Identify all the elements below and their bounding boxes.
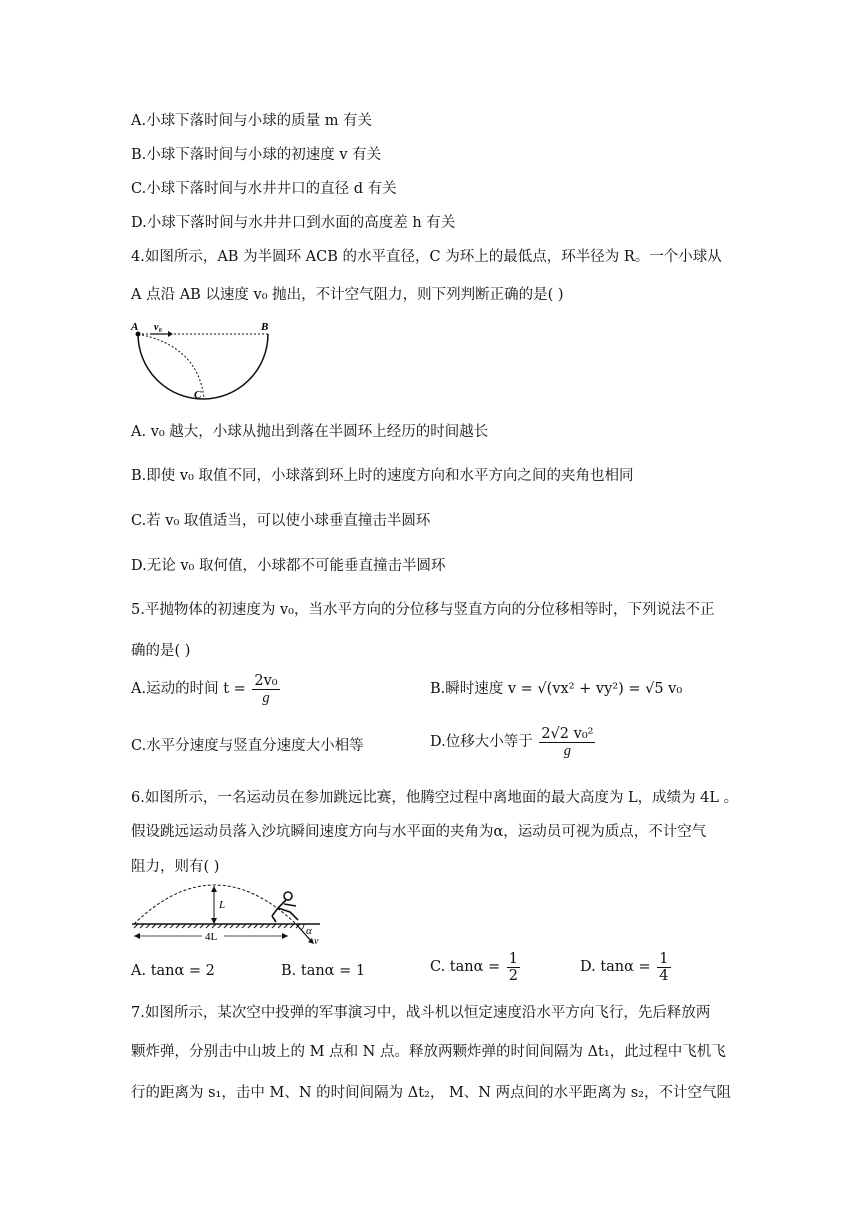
label-4l: 4L — [205, 931, 218, 943]
q4-stem-line2: A 点沿 AB 以速度 v₀ 抛出，不计空气阻力，则下列判断正确的是( ) — [131, 287, 564, 303]
q5-option-a — [131, 672, 282, 706]
q5-option-d — [430, 725, 597, 759]
label-b: B — [261, 321, 269, 333]
q4-option-c: C.若 v₀ 取值适当，可以使小球垂直撞击半圆环 — [131, 513, 431, 529]
q6-option-c-numerator: 1 — [508, 950, 519, 967]
label-alpha: α — [306, 925, 312, 937]
q5-option-a-denominator: g — [262, 689, 270, 706]
q6-stem-line1: 6.如图所示，一名运动员在参加跳远比赛，他腾空过程中离地面的最大高度为 L，成绩为 4L 。 — [131, 790, 739, 806]
q6-option-d-numerator: 1 — [659, 950, 669, 967]
q6-option-d-denominator: 4 — [659, 967, 669, 984]
q6-option-c-fraction — [507, 951, 520, 984]
q4-option-a: A. v₀ 越大，小球从抛出到落在半圆环上经历的时间越长 — [131, 424, 489, 440]
q6-option-d-label: D. tanα = — [580, 959, 651, 975]
q5-option-d-fraction — [539, 726, 595, 759]
q6-stem-line2: 假设跳远运动员落入沙坑瞬间速度方向与水平面的夹角为α，运动员可视为质点，不计空气 — [131, 824, 707, 840]
q4-stem-line1: 4.如图所示，AB 为半圆环 ACB 的水平直径，C 为环上的最低点，环半径为 R。一个小球从 — [131, 249, 722, 265]
q6-option-a: A. tanα = 2 — [131, 963, 215, 979]
q5-option-a-fraction — [252, 673, 279, 706]
q5-option-d-label: D.位移大小等于 — [430, 734, 533, 750]
q5-option-a-numerator: 2v₀ — [254, 672, 278, 689]
q3-option-b: B.小球下落时间与小球的初速度 v 有关 — [131, 147, 382, 163]
long-jump-figure — [128, 876, 324, 948]
label-c: C — [194, 389, 202, 401]
q6-option-d — [580, 950, 673, 984]
q6-option-c-denominator: 2 — [508, 967, 519, 984]
label-a: A — [131, 321, 139, 333]
q5-stem-line2: 确的是( ) — [131, 643, 191, 659]
q5-option-d-numerator: 2√2 v₀² — [541, 725, 594, 742]
q7-stem-line3: 行的距离为 s₁，击中 M、N 的时间间隔为 Δt₂， M、N 两点间的水平距离为 s₂，不计空气阻 — [131, 1085, 731, 1101]
q6-option-c — [430, 950, 522, 984]
q3-option-d: D.小球下落时间与水井井口到水面的高度差 h 有关 — [131, 215, 456, 231]
q5-stem-line1: 5.平抛物体的初速度为 v₀，当水平方向的分位移与竖直方向的分位移相等时，下列说法不正 — [131, 602, 715, 618]
q3-option-c: C.小球下落时间与水井井口的直径 d 有关 — [131, 181, 397, 197]
q6-option-c-label: C. tanα = — [430, 959, 501, 975]
q5-option-d-denominator: g — [563, 742, 572, 759]
q6-option-d-fraction — [657, 951, 670, 984]
semicircle-figure — [128, 318, 278, 404]
q3-option-a: A.小球下落时间与小球的质量 m 有关 — [131, 113, 373, 129]
q6-option-b: B. tanα = 1 — [281, 963, 366, 979]
q5-option-c: C.水平分速度与竖直分速度大小相等 — [131, 738, 364, 754]
q5-option-a-label: A.运动的时间 t = — [131, 681, 246, 697]
q7-stem-line2: 颗炸弹，分别击中山坡上的 M 点和 N 点。释放两颗炸弹的时间间隔为 Δt₁，此过程中飞机飞 — [131, 1044, 726, 1060]
q6-stem-line3: 阻力，则有( ) — [131, 859, 220, 875]
q4-option-b: B.即使 v₀ 取值不同，小球落到环上时的速度方向和水平方向之间的夹角也相同 — [131, 468, 634, 484]
q7-stem-line1: 7.如图所示，某次空中投弹的军事演习中，战斗机以恒定速度沿水平方向飞行，先后释放两 — [131, 1005, 711, 1021]
label-l: L — [219, 899, 226, 911]
q5-option-b: B.瞬时速度 v = √(vx² + vy²) = √5 v₀ — [430, 681, 683, 697]
label-v: v — [314, 936, 319, 947]
label-v0: v₀ — [154, 322, 162, 333]
q4-option-d: D.无论 v₀ 取何值，小球都不可能垂直撞击半圆环 — [131, 558, 446, 574]
